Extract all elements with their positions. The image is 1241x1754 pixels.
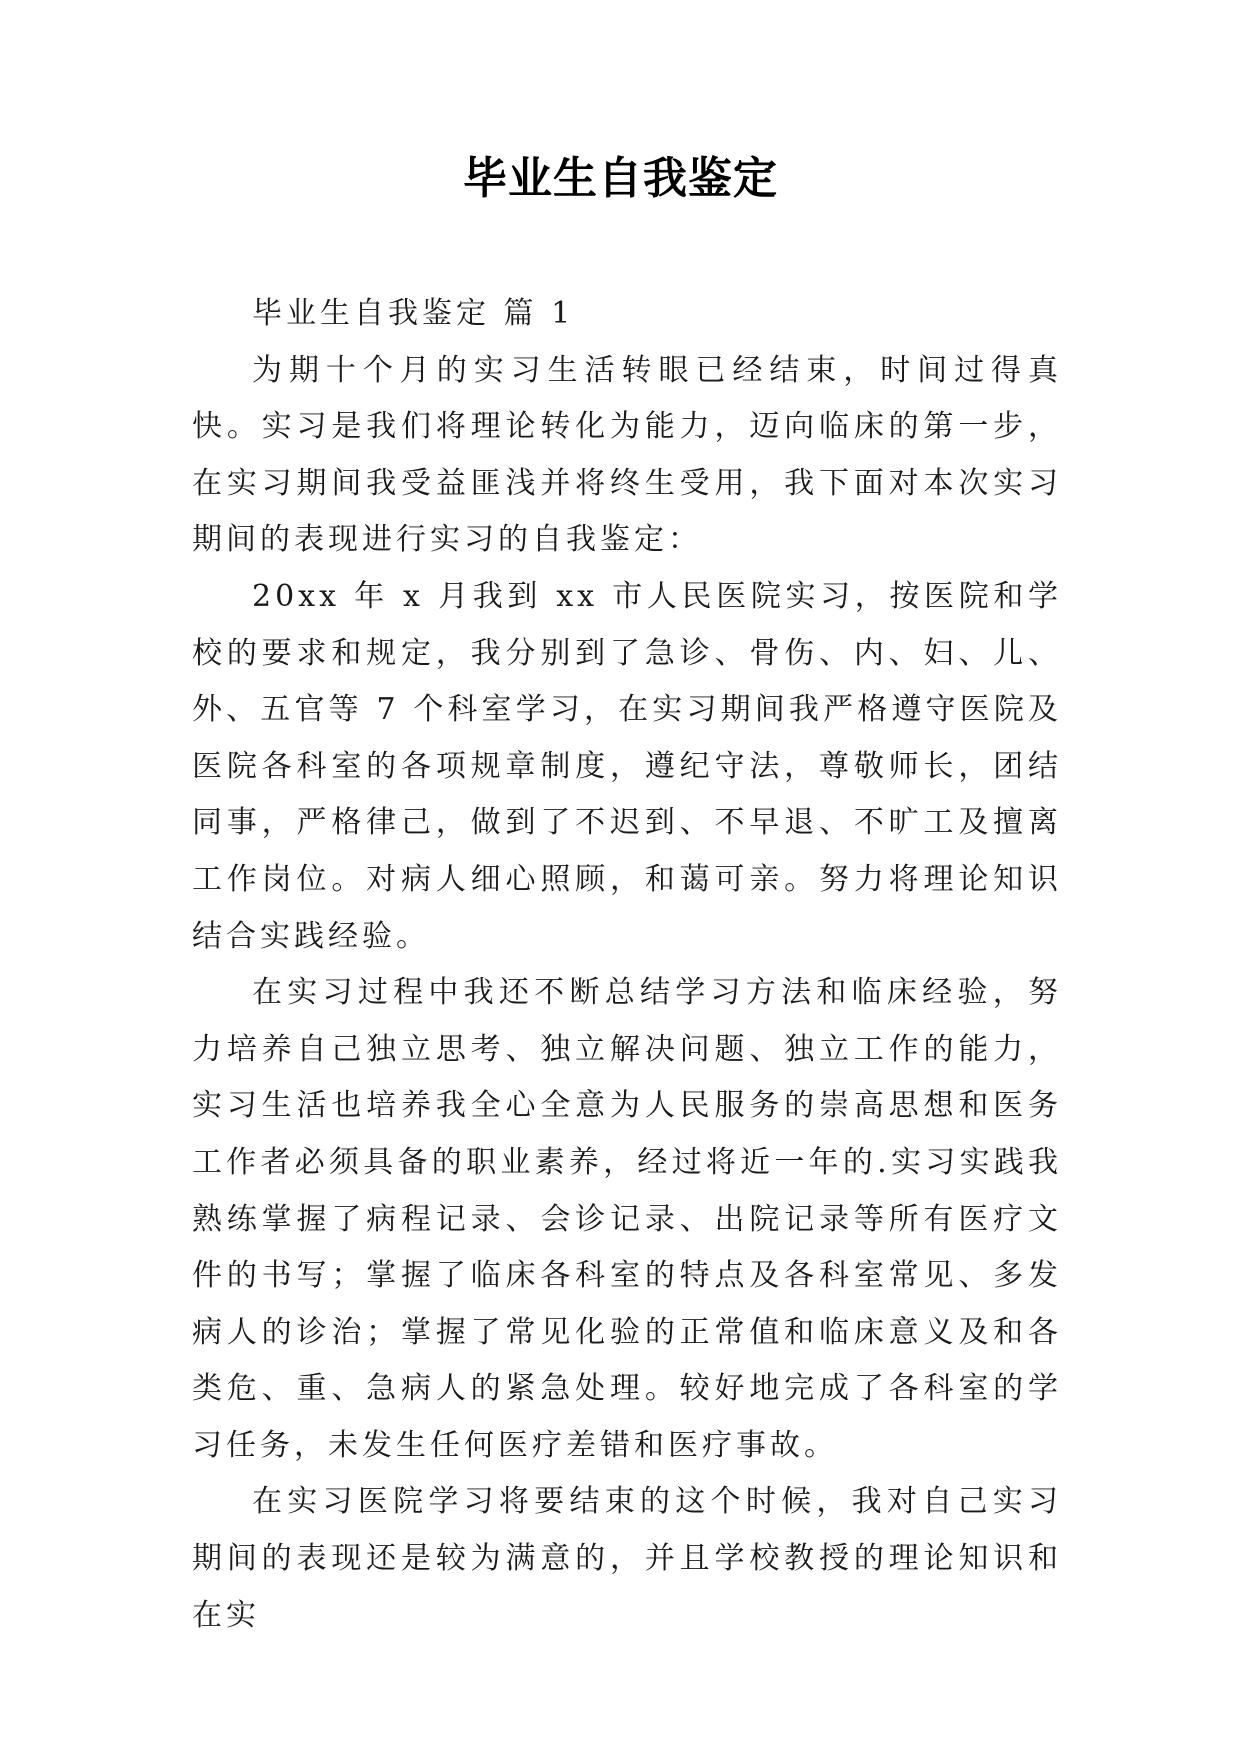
paragraph-2: 20xx 年 x 月我到 xx 市人民医院实习，按医院和学校的要求和规定，我分别到了急诊、骨伤、内、妇、儿、外、五官等 7 个科室学习，在实习期间我严格遵守医院及医院各科室的各项规章制度，遵纪守法，尊敬师长，团结同事，严格律己，做到了不迟到、不早退、不旷工及擅离工作岗位。对病人细心照顾，和蔼可亲。努力将理论知识结合实践经验。 <box>192 578 1062 954</box>
paragraph-3: 在实习过程中我还不断总结学习方法和临床经验，努力培养自己独立思考、独立解决问题、独立工作的能力，实习生活也培养我全心全意为人民服务的崇高思想和医务工作者必须具备的职业素养，经过将近一年的.实习实践我熟练掌握了病程记录、会诊记录、出院记录等所有医疗文件的书写；掌握了临床各科室的特点及各科室常见、多发病人的诊治；掌握了常见化验的正常值和临床意义及和各类危、重、急病人的紧急处理。较好地完成了各科室的学习任务，未发生任何医疗差错和医疗事故。 <box>192 975 1062 1463</box>
document-title: 毕业生自我鉴定 <box>463 153 778 204</box>
paragraph-4: 在实习医院学习将要结束的这个时候，我对自己实习期间的表现还是较为满意的，并且学校教授的理论知识和在实 <box>192 1484 1062 1633</box>
document-body <box>192 286 1062 1644</box>
paragraph-1: 为期十个月的实习生活转眼已经结束，时间过得真快。实习是我们将理论转化为能力，迈向临床的第一步，在实习期间我受益匪浅并将终生受用，我下面对本次实习期间的表现进行实习的自我鉴定： <box>192 352 1062 558</box>
section-heading: 毕业生自我鉴定 篇 1 <box>252 296 575 331</box>
